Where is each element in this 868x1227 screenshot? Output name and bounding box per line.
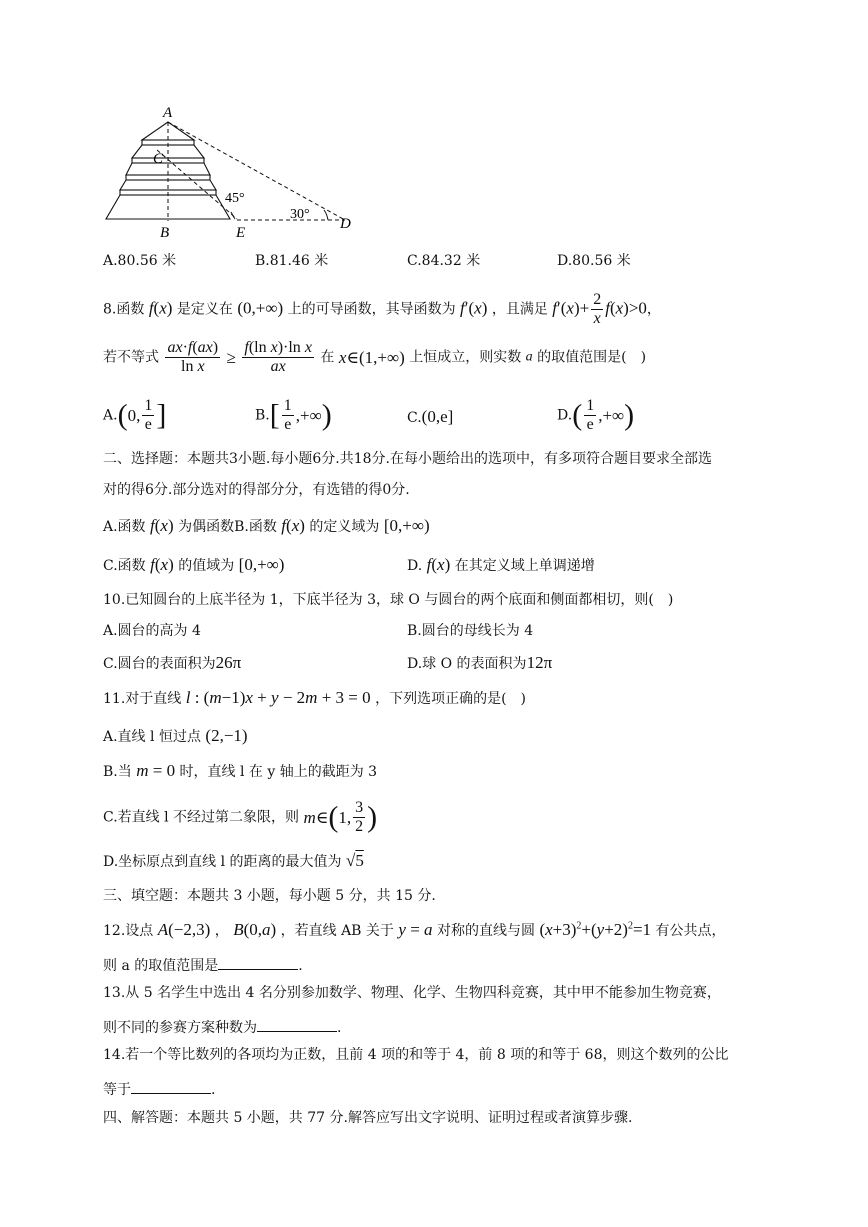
q10-option-b: B.圆台的母线长为 4 — [407, 623, 534, 639]
q8-option-a: A.(0, $\frac{1}{e}$ ] — [103, 397, 167, 433]
q8-option-c: C.(0,e] — [407, 407, 454, 426]
label-E: E — [236, 225, 246, 240]
q10-option-c: C.圆台的表面积为26π — [103, 653, 242, 672]
q8-line-2: 若不等式 $\frac{ax\cdot f(ax)}{\text{ln x}}$ ≥ $\frac{\text{f(ln x)·ln x}}{ax}$ 在 x∈(1,+∞) 上恒成立，则实数 a 的取值范围是( ) — [103, 339, 647, 375]
q8-option-d: D.( $\frac{1}{e}$ ,+∞) — [557, 397, 635, 433]
label-C: C — [153, 151, 164, 167]
q8-line-1: 8.函数 f(x) 是定义在 (0,+∞) 上的可导函数，其导函数为 f′(x) ，且满足 f′(x)+ $\frac{2}{x}$ f(x)>0， — [103, 291, 661, 327]
q8-option-b: B.[ $\frac{1}{e}$ ,+∞) — [255, 397, 332, 433]
q14-line-2: 等于 . — [103, 1079, 215, 1097]
q14-answer-blank[interactable] — [131, 1079, 211, 1094]
section-4-heading: 四、解答题：本题共 5 小题，共 77 分.解答应写出文字说明、证明过程或者演算步骤. — [103, 1110, 633, 1126]
section-2-heading-line-2: 对的得6分.部分选对的得部分分，有选错的得0分. — [103, 482, 410, 498]
pagoda-figure — [100, 100, 370, 240]
q9-option-d: D. f(x) 在其定义域上单调递增 — [407, 555, 595, 574]
q7-option-d: D.80.56 米 — [557, 253, 631, 269]
label-45: 45° — [225, 191, 245, 206]
q11-stem: 11.对于直线 l : (m−1)x + y − 2m + 3 = 0 ，下列选项正确的是( ) — [103, 688, 527, 707]
q10-option-a: A.圆台的高为 4 — [103, 623, 201, 639]
q12-answer-blank[interactable] — [218, 955, 298, 970]
q7-option-a: A.80.56 米 — [103, 253, 177, 269]
label-A: A — [163, 105, 173, 121]
q10-option-d: D.球 O 的表面积为12π — [407, 653, 553, 672]
q12-line-2: 则 a 的取值范围是 . — [103, 955, 303, 973]
q13-line-1: 13.从 5 名学生中选出 4 名分别参加数学、物理、化学、生物四科竞赛，其中甲不能参加生物竞赛， — [103, 985, 721, 1001]
q7-option-c: C.84.32 米 — [407, 253, 481, 269]
label-B: B — [160, 225, 170, 240]
q9-option-ab: A.函数 f(x) 为偶函数B.函数 f(x) 的定义域为 [0,+∞) — [103, 516, 430, 535]
q11-option-c: C.若直线 l 不经过第二象限，则 m∈(1, $\frac{3}{2}$ ) — [103, 799, 378, 835]
label-D: D — [340, 216, 351, 232]
q9-option-c: C.函数 f(x) 的值域为 [0,+∞) — [103, 555, 285, 574]
q11-option-b: B.当 m = 0 时，直线 l 在 y 轴上的截距为 3 — [103, 761, 378, 780]
section-3-heading: 三、填空题：本题共 3 小题，每小题 5 分，共 15 分. — [103, 888, 436, 904]
q7-option-b: B.81.46 米 — [255, 253, 329, 269]
q10-stem: 10.已知圆台的上底半径为 1，下底半径为 3，球 O 与圆台的两个底面和侧面都相切，则( ) — [103, 592, 674, 608]
q14-line-1: 14.若一个等比数列的各项均为正数，且前 4 项的和等于 4，前 8 项的和等于 68，则这个数列的公比 — [103, 1047, 729, 1063]
q13-answer-blank[interactable] — [257, 1017, 337, 1032]
q13-line-2: 则不同的参赛方案种数为 . — [103, 1017, 341, 1035]
section-2-heading-line-1: 二、选择题：本题共3小题.每小题6分.共18分.在每小题给出的选项中，有多项符合题目要求全部选 — [103, 451, 712, 467]
q12-line-1: 12.设点 A(−2,3) ， B(0,a) ，若直线 AB 关于 y = a 对称的直线与圆 $(x+3)^2+(y+2)^2=1$ 有公共点， — [103, 920, 726, 939]
label-30: 30° — [290, 207, 310, 222]
q11-option-a: A.直线 l 恒过点 (2,−1) — [103, 726, 248, 745]
q11-option-d: D.坐标原点到直线 l 的距离的最大值为 √5 — [103, 851, 364, 870]
